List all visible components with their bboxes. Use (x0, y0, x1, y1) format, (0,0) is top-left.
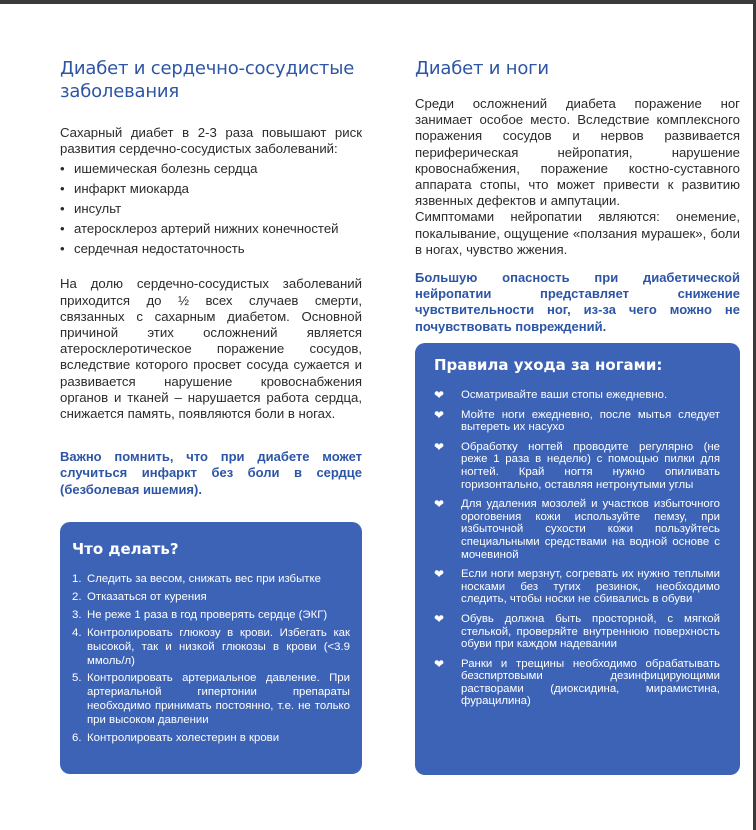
list-item: 3. Не реже 1 раза в год проверять сердце (ЭКГ) (72, 608, 328, 621)
important-note: Важно помнить, что при диабете может случиться инфаркт без боли в сердце (безболевая ишемия). (60, 449, 362, 497)
list-item: 6. Контролировать холестерин в крови (72, 732, 280, 745)
right-column (415, 57, 740, 335)
heart-icon: ❤ (434, 656, 445, 671)
bullet-icon: • (60, 161, 65, 177)
heart-icon: ❤ (434, 407, 445, 422)
top-edge-bar (0, 0, 756, 4)
bullet-icon: • (60, 181, 65, 197)
heart-icon: ❤ (434, 611, 445, 626)
heart-icon: ❤ (434, 388, 445, 402)
list-item: • инсульт (60, 199, 362, 219)
bullet-icon: • (60, 201, 65, 217)
list-item: 1. Следить за весом, снижать вес при избытке (72, 573, 321, 585)
section-title-feet: Диабет и ноги (415, 58, 549, 79)
feet-paragraph: Среди осложнений диабета поражение ног занимает особое место. Вследствие комплексного поражения сосудов и нервов развивается периферическая нейропатия, нарушение кровоснабжения, поражение костно-суставного аппарата стопы, что может привести к развитию язвенных дефектов и ампутации. (415, 96, 740, 209)
danger-note: Большую опасность при диабетической нейропатии представляет снижение чувствительности ног, из-за чего можно не почувствовать повреждений. (415, 270, 740, 334)
symptoms-paragraph: Симптомами нейропатии являются: онемение, покалывание, ощущение «ползания мурашек», боли в ногах, чувство жжения. (415, 209, 740, 257)
list-item: • атеросклероз артерий нижних конечностей (60, 219, 362, 239)
list-item: • ишемическая болезнь сердца (60, 159, 362, 179)
list-item: ❤ Ранки и трещины необходимо обрабатывать безспиртовыми дезинфицирующими растворами (диоксидина, мирамистина, фурацилина) (434, 656, 720, 708)
list-item: 4. Контролировать глюкозу в крови. Избегать как высокой, так и низкой глюкозы в крови (<3.9 ммоль/л) (72, 626, 350, 667)
list-item: ❤ Мойте ноги ежедневно, после мытья следует вытереть их насухо (434, 407, 720, 434)
list-item: ❤ Осматривайте ваши стопы ежедневно. (434, 388, 668, 402)
what-to-do-box (60, 522, 362, 774)
heart-icon: ❤ (434, 497, 445, 512)
bullet-icon: • (60, 221, 65, 237)
list-item: 2. Отказаться от курения (72, 590, 207, 603)
list-item: 5. Контролировать артериальное давление. При артериальной гипертонии препараты необходимо принимать постоянно, т.е. не только при высоком давлении (72, 672, 350, 727)
todo-list (72, 573, 350, 746)
list-item: ❤ Для удаления мозолей и участков избыточного ороговения кожи используйте пемзу, при избыточной сухости кожи пользуйтесь специальными средствами на водной основе с мочевиной (434, 497, 720, 561)
bullet-icon: • (60, 241, 65, 257)
care-list (434, 389, 720, 708)
list-item: ❤ Обработку ногтей проводите регулярно (не реже 1 раза в неделю) с помощью пилки для ногтей. Край ногтя нужно опиливать горизонтально, оставляя нетронутыми углы (434, 439, 720, 491)
heart-icon: ❤ (434, 567, 445, 582)
heart-icon: ❤ (434, 439, 445, 454)
list-item: ❤ Обувь должна быть просторной, с мягкой стелькой, проверяйте внутреннюю поверхность обуви при каждом надевании (434, 611, 720, 651)
box-title: Правила ухода за ногами: (434, 356, 663, 374)
intro-text: Сахарный диабет в 2-3 раза повышают риск развития сердечно-сосудистых заболеваний: (60, 125, 362, 157)
list-item: • инфаркт миокарда (60, 179, 362, 199)
section-title-heart: Диабет и сердечно-сосудистые заболевания (60, 58, 355, 102)
left-column (60, 57, 362, 498)
foot-care-box (415, 343, 740, 775)
mortality-paragraph: На долю сердечно-сосудистых заболеваний приходится до ½ всех случаев смерти, связанных с сахарным диабетом. Основной причиной этих осложнений является атеросклеротическое поражение сосудов, вследствие которого просвет сосуда сужается и развивается нарушение кровоснабжения органов и тканей – нарушается работа сердца, снижается память, появляются боли в ногах. (60, 276, 362, 422)
risk-list (60, 159, 362, 259)
box-title: Что делать? (72, 540, 179, 558)
list-item: ❤ Если ноги мерзнут, согревать их нужно теплыми носками без тугих резинок, необходимо следить, чтобы носки не сбивались в обуви (434, 567, 720, 606)
list-item: • сердечная недостаточность (60, 239, 362, 259)
